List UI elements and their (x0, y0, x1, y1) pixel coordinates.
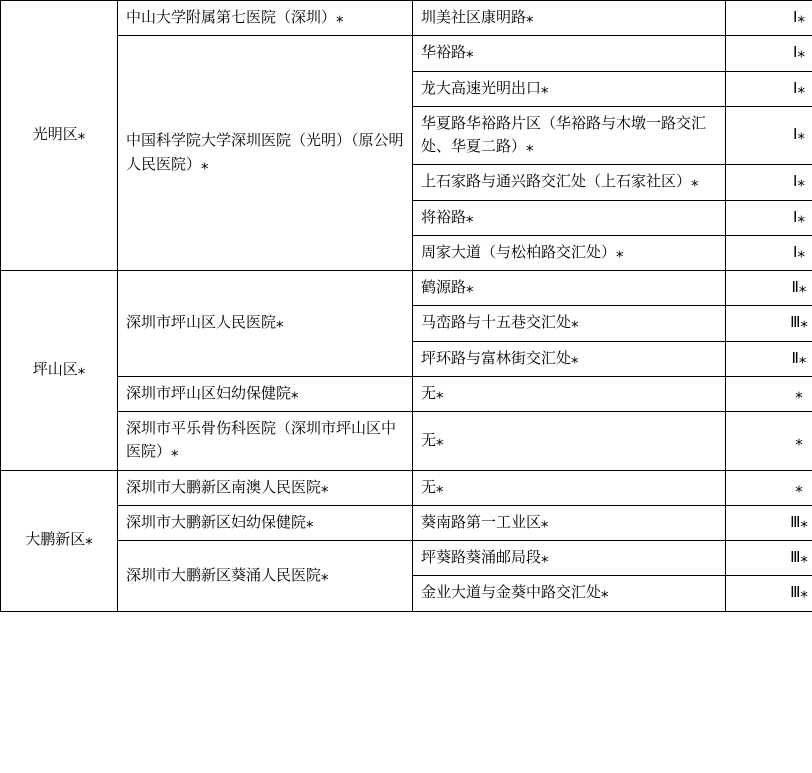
cell-address: 上石家路与通兴路交汇处（上石家社区）⁎ (413, 165, 726, 200)
cell-hospital: 深圳市大鹏新区葵涌人民医院⁎ (118, 541, 413, 612)
cell-hospital: 深圳市平乐骨伤科医院（深圳市坪山区中医院）⁎ (118, 412, 413, 471)
cell-level: ⁎ (726, 470, 812, 505)
cell-address: 坪葵路葵涌邮局段⁎ (413, 541, 726, 576)
cell-address: 周家大道（与松柏路交汇处）⁎ (413, 235, 726, 270)
table-row (1, 376, 812, 411)
cell-level: Ⅰ⁎ (726, 235, 812, 270)
cell-address: 圳美社区康明路⁎ (413, 1, 726, 36)
cell-address: 无⁎ (413, 412, 726, 471)
cell-address: 金业大道与金葵中路交汇处⁎ (413, 576, 726, 611)
cell-level: Ⅰ⁎ (726, 165, 812, 200)
cell-hospital: 深圳市坪山区妇幼保健院⁎ (118, 376, 413, 411)
cell-address: 将裕路⁎ (413, 200, 726, 235)
cell-hospital: 中国科学院大学深圳医院（光明）（原公明人民医院）⁎ (118, 36, 413, 271)
cell-address: 龙大高速光明出口⁎ (413, 71, 726, 106)
table-row (1, 271, 812, 306)
cell-address: 无⁎ (413, 376, 726, 411)
cell-level: ⁎ (726, 412, 812, 471)
table-body (1, 1, 812, 612)
cell-level: Ⅰ⁎ (726, 1, 812, 36)
table-row (1, 505, 812, 540)
cell-address: 葵南路第一工业区⁎ (413, 505, 726, 540)
cell-hospital: 中山大学附属第七医院（深圳）⁎ (118, 1, 413, 36)
cell-level: Ⅱ⁎ (726, 341, 812, 376)
cell-level: Ⅲ⁎ (726, 541, 812, 576)
cell-address: 坪环路与富林街交汇处⁎ (413, 341, 726, 376)
cell-level: ⁎ (726, 376, 812, 411)
cell-hospital: 深圳市坪山区人民医院⁎ (118, 271, 413, 377)
cell-district: 大鹏新区⁎ (1, 470, 118, 611)
cell-address: 华裕路⁎ (413, 36, 726, 71)
cell-district: 坪山区⁎ (1, 271, 118, 471)
cell-level: Ⅲ⁎ (726, 306, 812, 341)
cell-district: 光明区⁎ (1, 1, 118, 271)
cell-hospital: 深圳市大鹏新区妇幼保健院⁎ (118, 505, 413, 540)
table-row (1, 36, 812, 71)
table-row (1, 541, 812, 576)
cell-hospital: 深圳市大鹏新区南澳人民医院⁎ (118, 470, 413, 505)
cell-level: Ⅲ⁎ (726, 576, 812, 611)
cell-level: Ⅰ⁎ (726, 71, 812, 106)
cell-address: 华夏路华裕路片区（华裕路与木墩一路交汇处、华夏二路）⁎ (413, 106, 726, 165)
cell-address: 马峦路与十五巷交汇处⁎ (413, 306, 726, 341)
cell-level: Ⅰ⁎ (726, 36, 812, 71)
cell-address: 无⁎ (413, 470, 726, 505)
table-row (1, 1, 812, 36)
cell-level: Ⅰ⁎ (726, 200, 812, 235)
table-row (1, 470, 812, 505)
cell-level: Ⅰ⁎ (726, 106, 812, 165)
cell-level: Ⅱ⁎ (726, 271, 812, 306)
table-row (1, 412, 812, 471)
cell-address: 鹤源路⁎ (413, 271, 726, 306)
cell-level: Ⅲ⁎ (726, 505, 812, 540)
